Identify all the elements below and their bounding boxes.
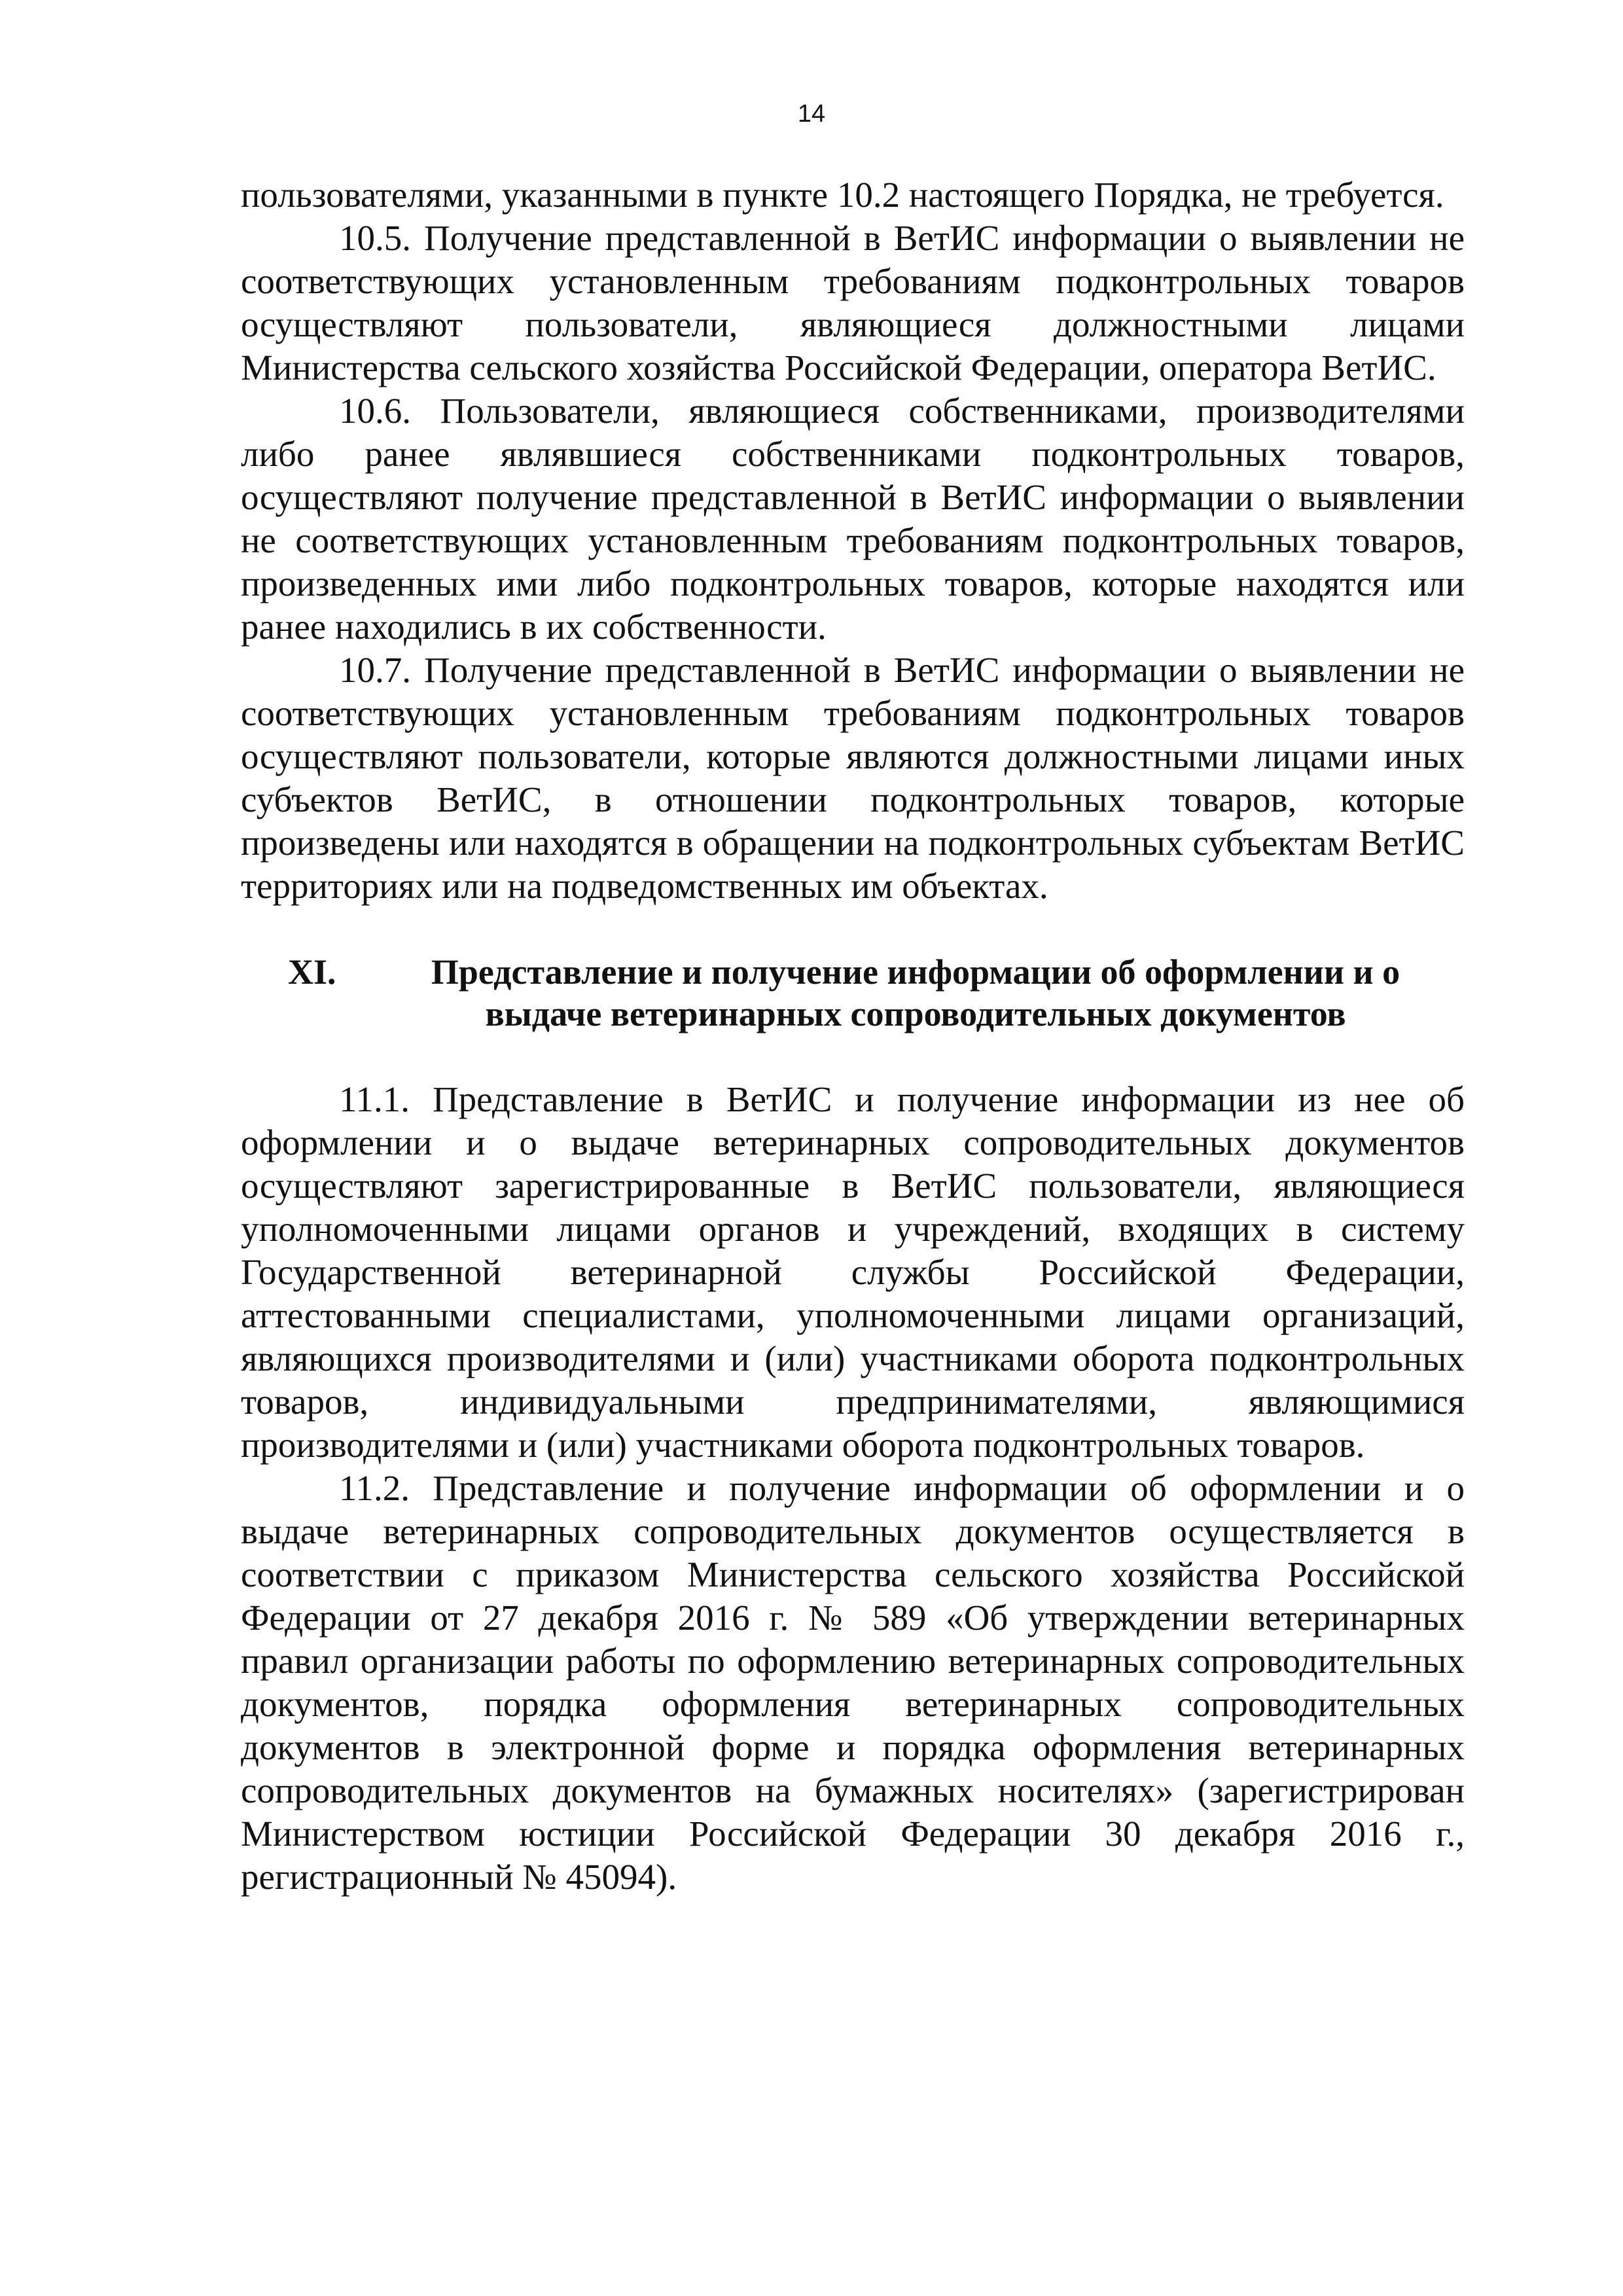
paragraph-10-5: 10.5. Получение представленной в ВетИС информации о выявлении не соответствующих установленным требованиям подконтрольных товаров осуществляют пользователи, являющиеся должностными лицами Министерства сельского хозяйства Российской Федерации, оператора ВетИС.	[241, 218, 1465, 387]
paragraph-11-2: 11.2. Представление и получение информации об оформлении и о выдаче ветеринарных сопроводительных документов осуществляется в соответствии с приказом Министерства сельского хозяйства Российской Федерации от 27 декабря 2016 г. № 589 «Об утверждении ветеринарных правил организации работы по оформлению ветеринарных сопроводительных документов, порядка оформления ветеринарных сопроводительных документов в электронной форме и порядка оформления ветеринарных сопроводительных документов на бумажных носителях» (зарегистрирован Министерством юстиции Российской Федерации 30 декабря 2016 г., регистрационный № 45094).	[241, 1468, 1465, 1897]
section-title: Представление и получение информации об оформлении и о выдаче ветеринарных сопроводительных документов	[431, 952, 1400, 1033]
page-number: 14	[797, 100, 826, 128]
paragraph-11-1: 11.1. Представление в ВетИС и получение информации из нее об оформлении и о выдаче ветеринарных сопроводительных документов осуществляют зарегистрированные в ВетИС пользователи, являющиеся уполномоченными лицами органов и учреждений, входящих в систему Государственной ветеринарной службы Российской Федерации, аттестованными специалистами, уполномоченными лицами организаций, являющихся производителями и (или) участниками оборота подконтрольных товаров, индивидуальными предпринимателями, являющимися производителями и (или) участниками оборота подконтрольных товаров.	[241, 1079, 1465, 1465]
section-heading	[241, 951, 1465, 1035]
paragraph-10-7: 10.7. Получение представленной в ВетИС информации о выявлении не соответствующих установленным требованиям подконтрольных товаров осуществляют пользователи, которые являются должностными лицами иных субъектов ВетИС, в отношении подконтрольных товаров, которые произведены или находятся в обращении на подконтрольных субъектам ВетИС территориях или на подведомственных им объектах.	[241, 650, 1465, 906]
paragraph-continuation: пользователями, указанными в пункте 10.2 настоящего Порядка, не требуется.	[241, 175, 1444, 215]
section-number: XI.	[288, 952, 336, 992]
paragraph-10-6: 10.6. Пользователи, являющиеся собственниками, производителями либо ранее являвшиеся собственниками подконтрольных товаров, осуществляют получение представленной в ВетИС информации о выявлении не соответствующих установленным требованиям подконтрольных товаров, произведенных ими либо подконтрольных товаров, которые находятся или ранее находились в их собственности.	[241, 391, 1465, 647]
document-body	[241, 173, 1465, 1899]
